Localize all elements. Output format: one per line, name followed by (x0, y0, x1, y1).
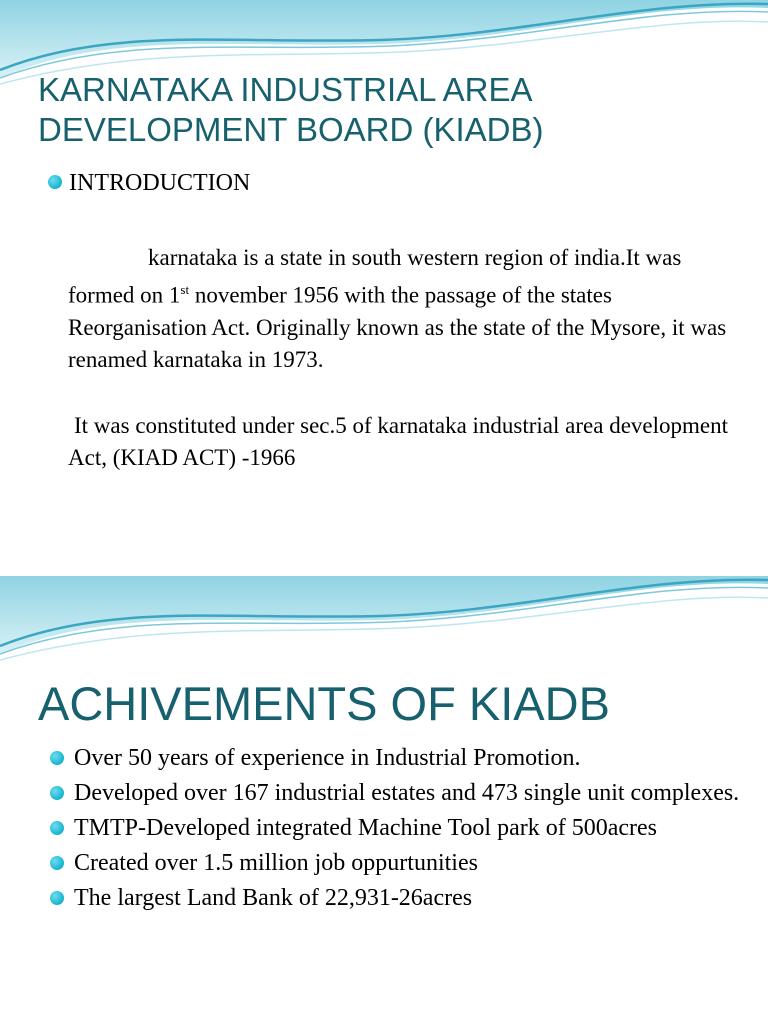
list-item (48, 777, 748, 810)
slide-title (38, 70, 738, 150)
bullet-icon (50, 751, 64, 765)
list-item (48, 882, 748, 915)
list-item-text: Over 50 years of experience in Industrial Promotion. (74, 745, 581, 771)
header-wave-decoration (0, 576, 768, 666)
slide-title: ACHIVEMENTS OF KIADB (38, 677, 610, 730)
intro-paragraph (68, 242, 748, 376)
title-line-1: KARNATAKA INDUSTRIAL AREA (38, 71, 533, 108)
list-item (48, 742, 748, 775)
act-paragraph-text: It was constituted under sec.5 of karnataka industrial area development Act, (KIAD ACT) -1966 (68, 413, 728, 470)
slide-gap (0, 512, 768, 576)
list-item (48, 847, 748, 880)
bullet-icon (48, 175, 62, 189)
intro-paragraph-text-1: karnataka is a state in south western region of india.It was formed on 1 (68, 245, 682, 308)
intro-heading: INTRODUCTION (69, 170, 251, 196)
bullet-icon (50, 856, 64, 870)
list-item-text: Developed over 167 industrial estates and 473 single unit complexes. (74, 780, 740, 806)
list-item-text: The largest Land Bank of 22,931-26acres (74, 885, 473, 911)
intro-paragraph-superscript: st (180, 282, 190, 297)
list-item-text: Created over 1.5 million job oppurtunities (74, 850, 478, 876)
intro-paragraph-text-2: november 1956 with the passage of the states Reorganisation Act. Originally known as the state of the Mysore, it was renamed karnataka in 1973. (68, 282, 727, 372)
achievements-list (48, 742, 748, 917)
list-item-text: TMTP-Developed integrated Machine Tool park of 500acres (74, 815, 658, 841)
bullet-icon (50, 786, 64, 800)
list-item (48, 812, 748, 845)
bullet-icon (50, 891, 64, 905)
bullet-icon (50, 821, 64, 835)
title-line-2: DEVELOPMENT BOARD (KIADB) (38, 111, 544, 148)
slide-achievements (0, 576, 768, 1024)
act-paragraph (68, 410, 748, 474)
